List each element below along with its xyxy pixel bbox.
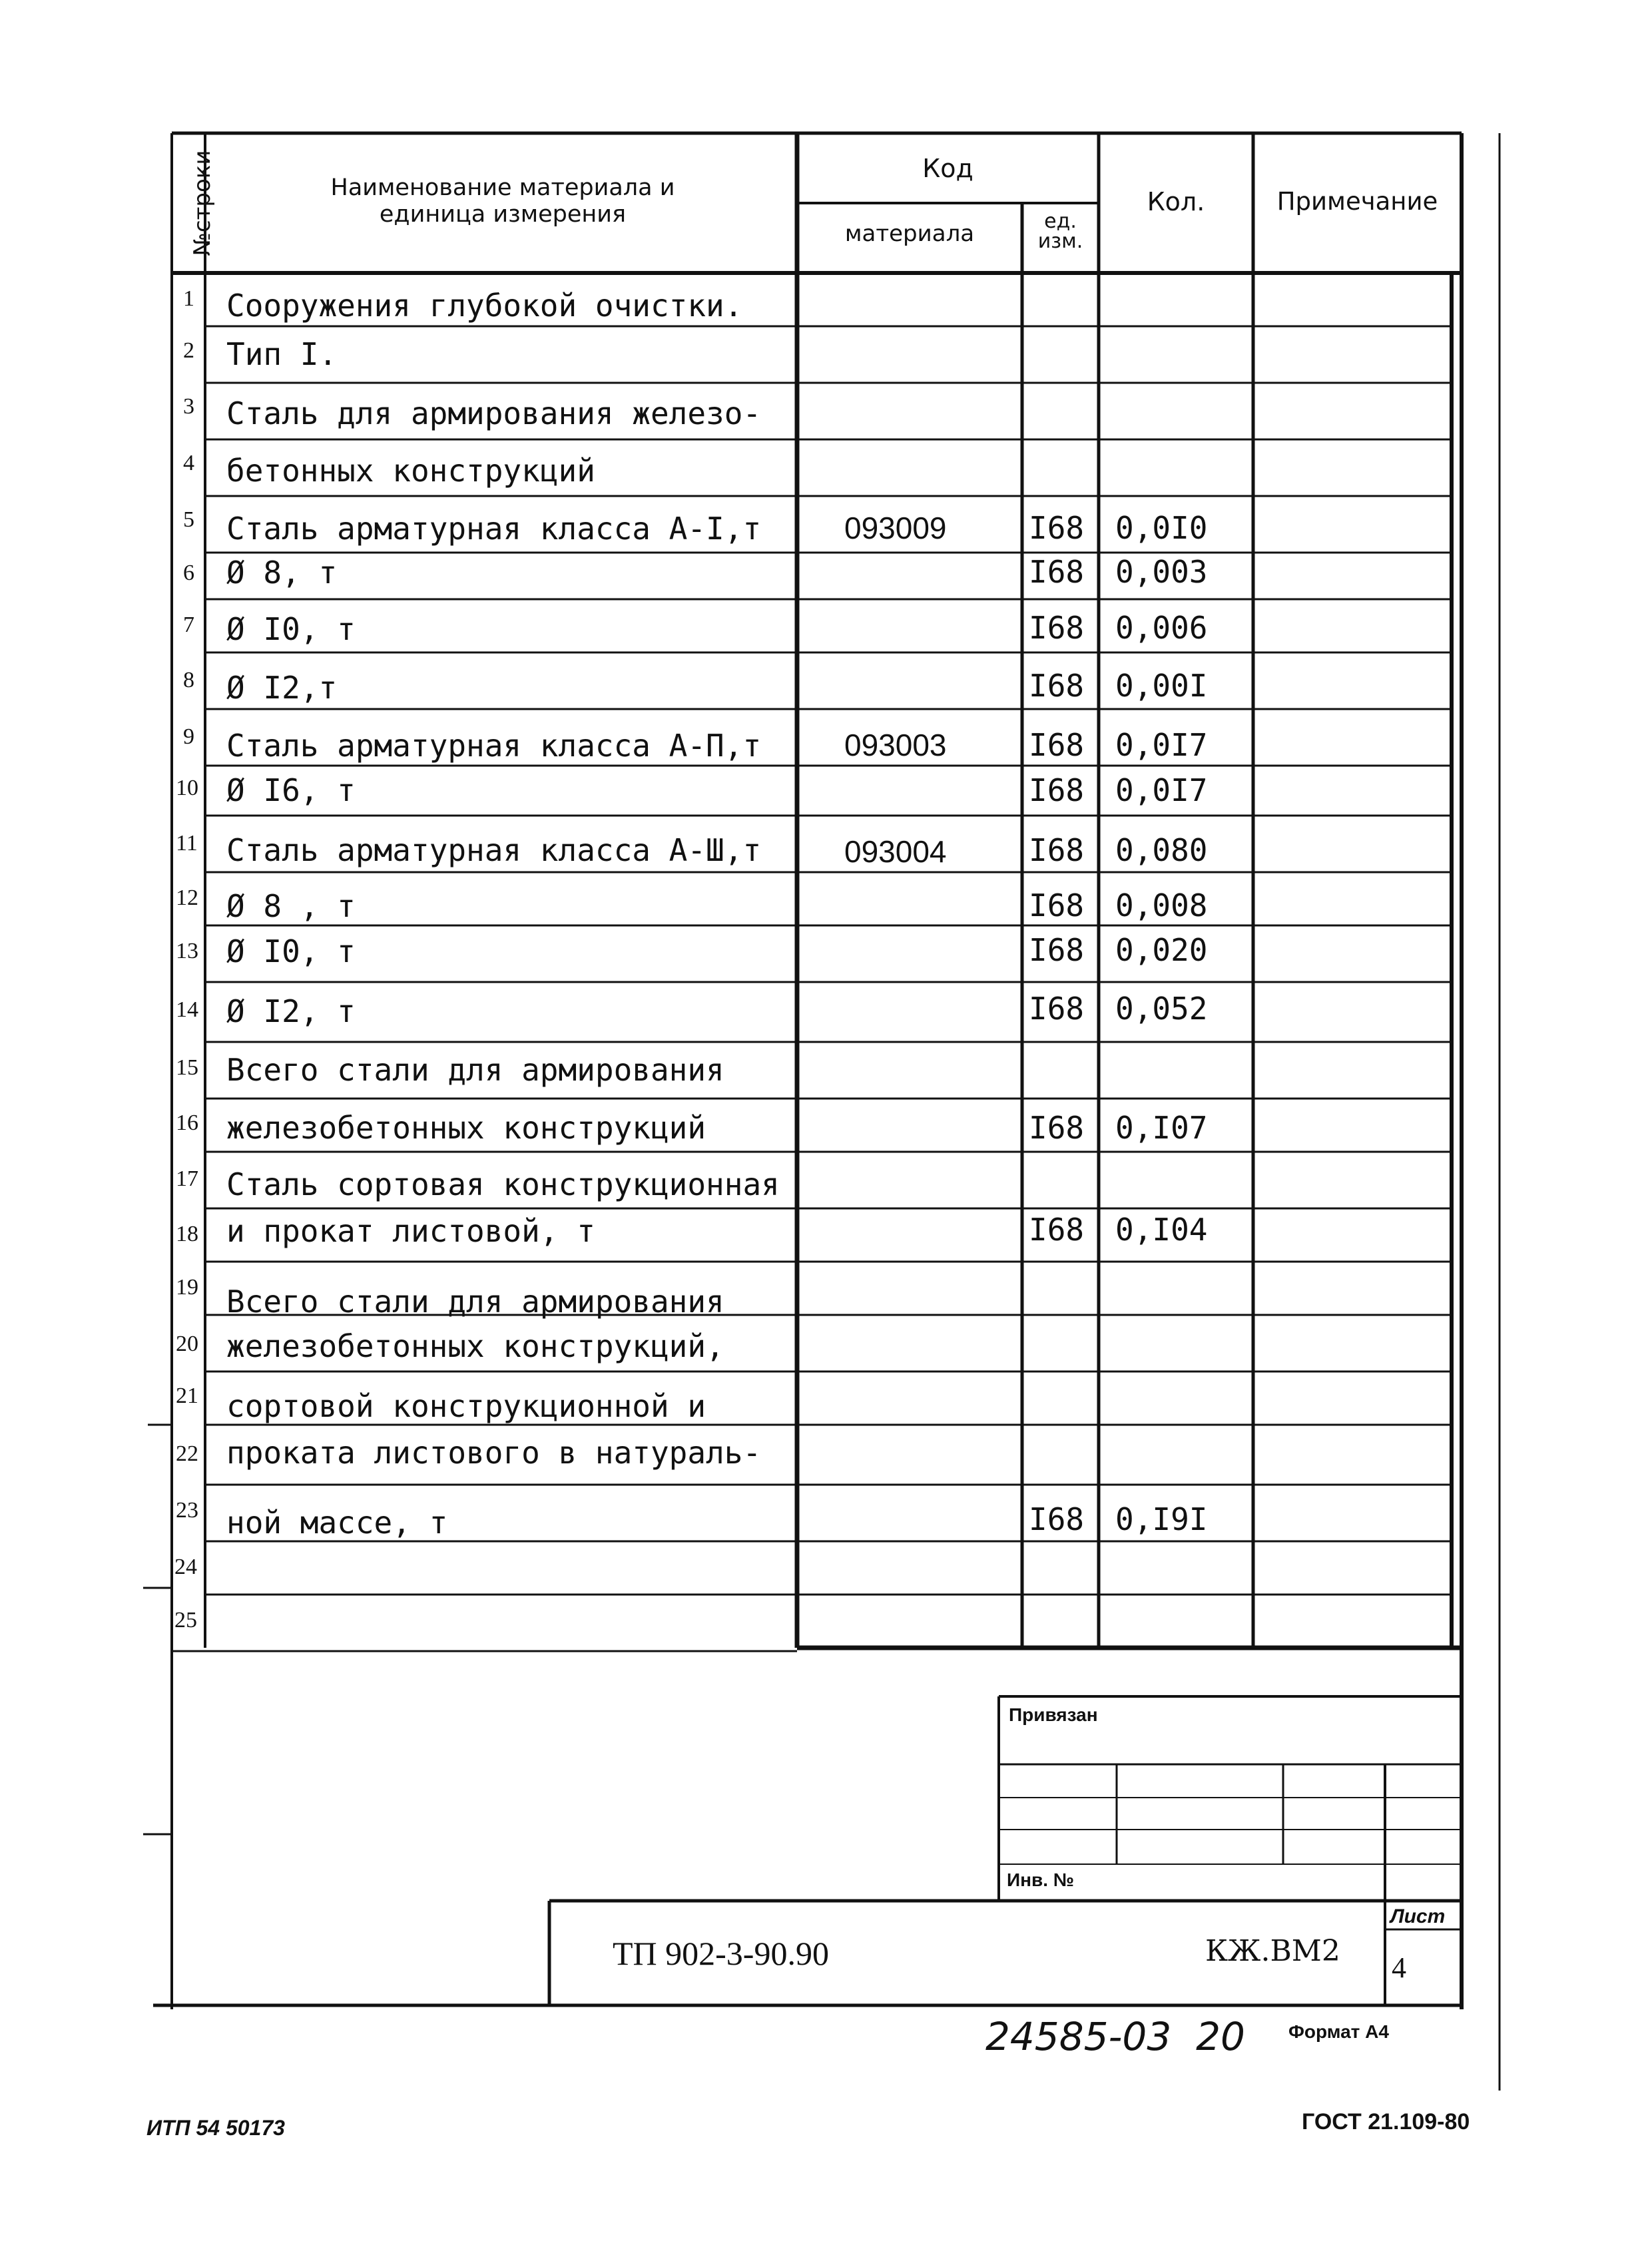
row-number: 8 [183, 668, 194, 692]
row-number: 15 [176, 1055, 198, 1080]
footer-left-code: ИТП 54 50173 [146, 2116, 285, 2140]
material-name: Ø I0, т [226, 611, 356, 647]
material-name: Ø I2,т [226, 670, 338, 706]
material-name: Ø I6, т [226, 772, 356, 808]
unit-code: I68 [1029, 1501, 1085, 1537]
quantity-value: 0,052 [1115, 991, 1208, 1027]
unit-code: I68 [1029, 668, 1085, 704]
material-name: Сталь сортовая конструкционная [226, 1166, 780, 1202]
unit-code: I68 [1029, 727, 1085, 763]
material-code: 093009 [844, 511, 947, 545]
row-number: 21 [176, 1383, 198, 1408]
row-number: 13 [176, 939, 198, 963]
material-name: Ø 8 , т [226, 888, 356, 924]
material-name: и прокат листовой, т [226, 1213, 595, 1249]
material-name: Сооружения глубокой очистки. [226, 288, 743, 324]
unit-code: I68 [1029, 1110, 1085, 1146]
unit-code: I68 [1029, 932, 1085, 968]
sheet-label: Лист [1390, 1905, 1446, 1927]
material-name: Сталь арматурная класса А-П,т [226, 728, 762, 764]
material-name: Сталь для армирования железо- [226, 395, 762, 431]
unit-code: I68 [1029, 832, 1085, 868]
material-name: Тип I. [226, 336, 338, 372]
row-number: 19 [176, 1275, 198, 1300]
note-header: Примечание [1276, 187, 1438, 216]
unit-header: ед. изм. [1037, 210, 1083, 253]
row-number: 14 [176, 997, 198, 1022]
material-name: проката листового в натураль- [226, 1435, 762, 1471]
document-sheet: №строки Наименование материала и единица измерения Код материала ед. изм. Кол. Примечание 1 2 3 4 5 6 7 8 9 10 11 12 13 14 15 16 17 18 19 20 21 22 23 24 25 Сооружения глубокой очистки. Тип I. Сталь для армирования железо- бетонных конструкций Сталь арматурная класса А-I,т Ø 8, т Ø I0, т Ø I2,т Сталь арматурная класса А-П,т Ø I6, т Сталь арматурная класса А-Ш,т Ø 8 , т Ø I0, т Ø I2, т Всего стали для армирования железобетонных конструкций Сталь сортовая конструкционная и прокат листовой, т Всего стали для армирования железобетонных конструкций, сортовой конструкционной и проката листового в натураль- ной массе, т 093009 093003 093004 I68 I68 I68 I68 I68 I68 I68 I68 I68 I68 I68 I68 I68 0,0I0 0,003 0,006 0,00I 0,0I7 0,0I7 0,080 0,008 0,020 0,052 0,I07 0,I04 0,I9I Привязан Инв. № ТП 902-3-90.90 КЖ.ВМ2 Лист 4 24585-03 20 Формат А4 ИТП 54 50173 ГОСТ 21.109-80 [0, 0, 1652, 2241]
material-name: Ø I0, т [226, 933, 356, 969]
material-name: Ø 8, т [226, 555, 338, 591]
unit-code: I68 [1029, 991, 1085, 1027]
row-number: 2 [183, 338, 194, 363]
quantity-value: 0,I07 [1115, 1110, 1208, 1146]
material-name: Сталь арматурная класса А-I,т [226, 511, 762, 547]
material-name: бетонных конструкций [226, 453, 595, 489]
material-name: Всего стали для армирования [226, 1052, 724, 1088]
attached-label: Привязан [1009, 1704, 1098, 1725]
row-number: 12 [176, 885, 198, 910]
unit-code: I68 [1029, 887, 1085, 923]
quantity-value: 0,0I7 [1115, 772, 1208, 808]
document-mark: КЖ.ВМ2 [1205, 1934, 1340, 1968]
quantity-value: 0,020 [1115, 932, 1208, 968]
quantity-value: 0,0I0 [1115, 510, 1208, 546]
quantity-value: 0,I04 [1115, 1212, 1208, 1248]
quantity-header: Кол. [1147, 187, 1205, 216]
unit-code: I68 [1029, 610, 1085, 646]
unit-code: I68 [1029, 772, 1085, 808]
row-number: 10 [176, 776, 198, 800]
row-number: 22 [176, 1441, 198, 1466]
material-name: сортовой конструкционной и [226, 1388, 706, 1424]
unit-code: I68 [1029, 1212, 1085, 1248]
material-name: железобетонных конструкций, [226, 1328, 724, 1364]
material-code-header: материала [844, 220, 975, 247]
row-number: 7 [183, 613, 194, 637]
row-number: 17 [176, 1166, 198, 1191]
material-code: 093004 [844, 834, 947, 869]
row-number: 6 [183, 561, 194, 585]
standard-reference: ГОСТ 21.109-80 [1302, 2109, 1470, 2134]
material-name: ной массе, т [226, 1505, 448, 1541]
material-name: Ø I2, т [226, 993, 356, 1029]
material-name: Всего стали для армирования [226, 1284, 724, 1320]
name-header-line2: единица измерения [379, 201, 627, 228]
quantity-value: 0,00I [1115, 668, 1208, 704]
format-label: Формат А4 [1288, 2021, 1389, 2042]
row-number: 1 [183, 286, 194, 311]
row-number: 20 [176, 1332, 198, 1356]
material-name: Сталь арматурная класса А-Ш,т [226, 832, 762, 868]
name-header-line1: Наименование материала и [330, 174, 675, 201]
row-number: 18 [176, 1222, 198, 1246]
row-number: 9 [183, 724, 194, 749]
quantity-value: 0,003 [1115, 554, 1208, 590]
name-header [220, 174, 786, 228]
unit-code: I68 [1029, 510, 1085, 546]
code-header: Код [922, 154, 973, 183]
document-code: ТП 902-3-90.90 [613, 1935, 829, 1972]
handwritten-number: 24585-03 20 [985, 2014, 1245, 2059]
quantity-value: 0,080 [1115, 832, 1208, 868]
row-number: 5 [183, 507, 194, 532]
row-number: 4 [183, 451, 194, 475]
unit-code: I68 [1029, 554, 1085, 590]
material-name: железобетонных конструкций [226, 1110, 706, 1146]
row-number: 23 [176, 1498, 198, 1523]
quantity-value: 0,I9I [1115, 1501, 1208, 1537]
quantity-value: 0,008 [1115, 887, 1208, 923]
row-number: 25 [174, 1608, 197, 1632]
row-number: 24 [174, 1555, 197, 1579]
sheet-number: 4 [1392, 1951, 1406, 1984]
row-number: 16 [176, 1111, 198, 1135]
quantity-value: 0,006 [1115, 610, 1208, 646]
row-number: 11 [176, 831, 198, 856]
material-code: 093003 [844, 728, 947, 762]
inventory-number-label: Инв. № [1007, 1869, 1075, 1890]
row-number: 3 [183, 394, 194, 419]
quantity-value: 0,0I7 [1115, 727, 1208, 763]
